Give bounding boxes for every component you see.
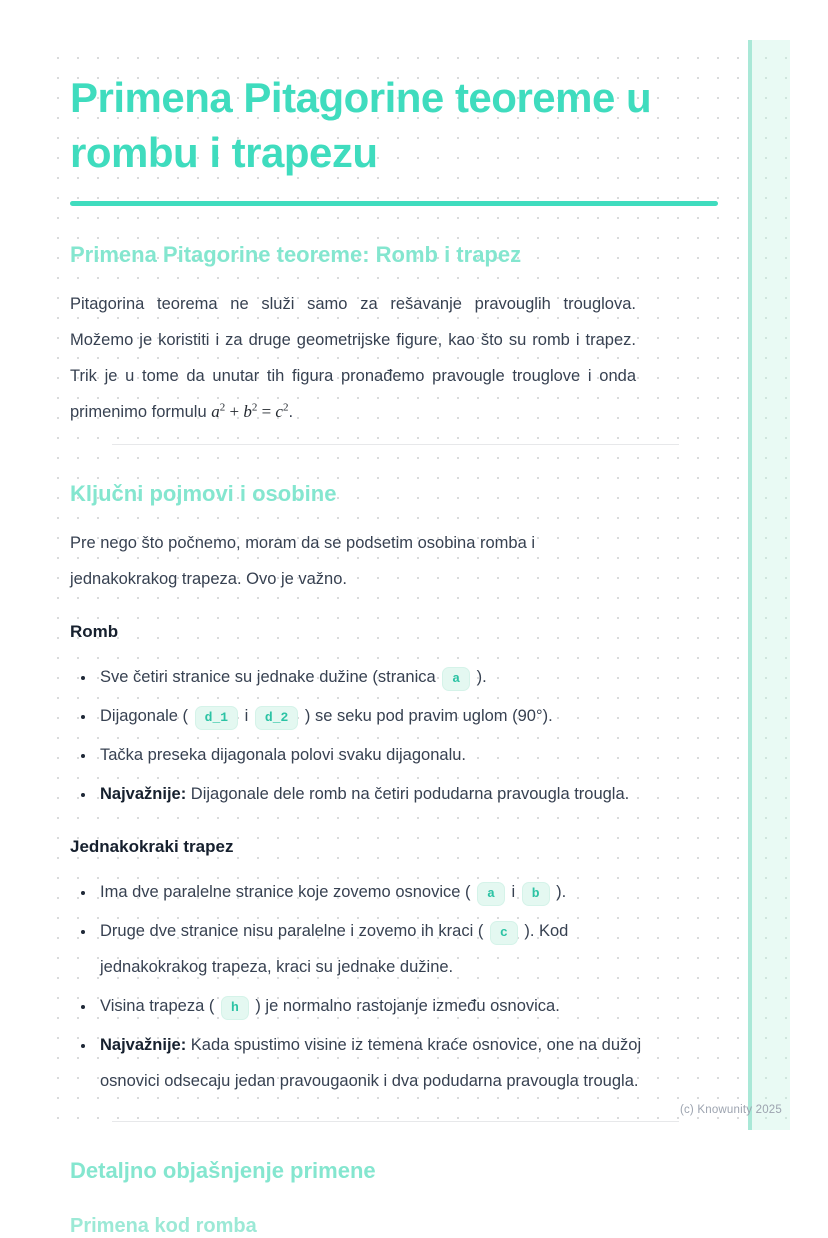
intro-paragraph: Pitagorina teorema ne služi samo za rešavanje pravouglih trouglova. Možemo je koristiti i za druge geometrijske figure, kao što su romb i trapez. Trik je u tome da unutar tih figura pronađemo pravougle trouglove i onda primenimo formulu $a^2 + b^2 = c^2$. xyxy=(70,295,636,421)
page-title xyxy=(70,70,720,180)
section-divider xyxy=(112,444,679,445)
list-item: • Najvažnije: Kada spustimo visine iz temena kraće osnovice, one na dužoj osnovici odsecaju jedan pravougaonik i dva podudarna pravougla trougla. xyxy=(96,1027,656,1099)
section-heading-details: Detaljno objašnjenje primene xyxy=(70,1158,376,1183)
page-title-line-1: Primena Pitagorine teoreme u xyxy=(70,74,652,121)
section-heading-intro: Primena Pitagorine teoreme: Romb i trapez xyxy=(70,242,522,267)
inline-code-badge: a xyxy=(477,882,505,906)
trapez-list xyxy=(70,874,656,1099)
trapez-subheading: Jednakokraki trapez xyxy=(70,837,234,856)
page-title-line-2: rombu i trapezu xyxy=(70,129,378,176)
inline-code-badge: c xyxy=(490,921,518,945)
math-term: $a^2$ xyxy=(211,401,226,421)
romb-subheading: Romb xyxy=(70,622,119,641)
math-term: $b^2$ xyxy=(243,401,258,421)
list-item: • Tačka preseka dijagonala polovi svaku dijagonalu. xyxy=(96,737,656,773)
list-item: • Dijagonale ( d_1 i d_2 ) se seku pod pravim uglom (90°). xyxy=(96,698,656,734)
list-item: • Visina trapeza ( h ) je normalno rastojanje između osnovica. xyxy=(96,988,656,1024)
inline-code-badge: d_2 xyxy=(255,706,298,730)
list-item: • Najvažnije: Dijagonale dele romb na četiri podudarna pravougla trougla. xyxy=(96,776,656,812)
math-term: $c^2$ xyxy=(275,401,289,421)
copyright-note: (c) Knowunity 2025 xyxy=(679,1104,782,1116)
list-item: • Sve četiri stranice su jednake dužine (stranica a ). xyxy=(96,659,656,695)
concepts-paragraph: Pre nego što počnemo, moram da se podsetim osobina romba i jednakokrakog trapeza. Ovo je važno. xyxy=(70,534,535,588)
inline-code-badge: h xyxy=(221,996,249,1020)
list-item: • Ima dve paralelne stranice koje zovemo osnovice ( a i b ). xyxy=(96,874,656,910)
romb-list xyxy=(70,659,656,812)
notebook-page xyxy=(40,40,790,1237)
title-underline-rule xyxy=(70,201,718,206)
section-heading-concepts: Ključni pojmovi i osobine xyxy=(70,481,337,506)
section-divider xyxy=(112,1121,679,1122)
inline-code-badge: a xyxy=(442,667,470,691)
list-item: • Druge dve stranice nisu paralelne i zovemo ih kraci ( c ). Kod jednakokrakog trapeza, kraci su jednake dužine. xyxy=(96,913,656,985)
details-subheading: Primena kod romba xyxy=(70,1215,257,1237)
inline-code-badge: b xyxy=(522,882,550,906)
inline-code-badge: d_1 xyxy=(195,706,238,730)
page-content xyxy=(70,56,720,1238)
notebook-margin-stripe xyxy=(748,40,790,1130)
